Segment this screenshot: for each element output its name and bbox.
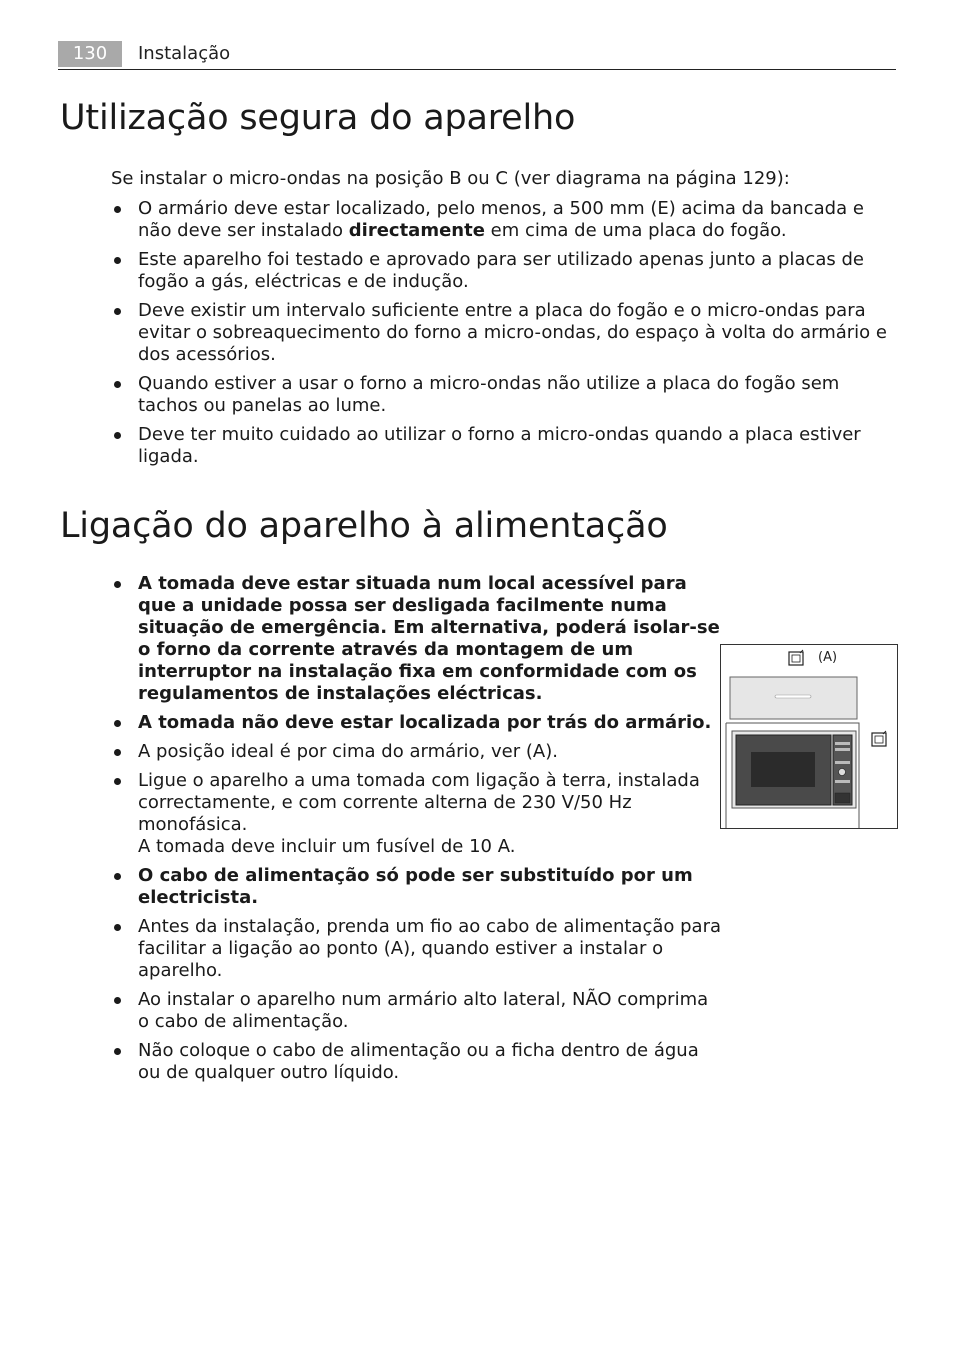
- list-item-text: em cima de uma placa do fogão.: [484, 220, 787, 241]
- section-title-power-connection: Ligação do aparelho à alimentação: [60, 506, 668, 546]
- list-item: Deve existir um intervalo suficiente entre a placa do fogão e o micro-ondas para evitar o sobreaquecimento do forno a micro-ondas, do espaço à volta do armário e dos acessórios.: [111, 300, 901, 366]
- power-list: [111, 573, 721, 1091]
- section-title-safe-use: Utilização segura do aparelho: [60, 98, 576, 138]
- cabinet-handle: [775, 695, 811, 698]
- list-item-text-second-line: A tomada deve incluir um fusível de 10 A.: [138, 836, 516, 857]
- list-item-text: Ligue o aparelho a uma tomada com ligação à terra, instalada correctamente, e com corrente alterna de 230 V/50 Hz monofásica.: [138, 770, 700, 835]
- control-knob: [839, 769, 846, 776]
- page-header: [58, 40, 896, 70]
- socket-icon: [789, 650, 803, 665]
- list-item: [111, 198, 901, 242]
- page-number: 130: [58, 41, 122, 67]
- list-item: A tomada deve estar situada num local acessível para que a unidade possa ser desligada facilmente numa situação de emergência. Em alternativa, poderá isolar-se o forno da corrente através da montagem de um interruptor na instalação fixa em conformidade com os regulamentos de instalações eléctricas.: [111, 573, 721, 705]
- list-item: Quando estiver a usar o forno a micro-ondas não utilize a placa do fogão sem tachos ou panelas ao lume.: [111, 373, 901, 417]
- microwave-window: [751, 752, 815, 787]
- socket-icon: [872, 731, 886, 746]
- point-a-label: (A): [818, 650, 838, 665]
- intro-text: Se instalar o micro-ondas na posição B ou C (ver diagrama na página 129):: [111, 168, 790, 189]
- list-item: A posição ideal é por cima do armário, ver (A).: [111, 741, 721, 763]
- safety-list: [111, 198, 901, 475]
- list-item: Deve ter muito cuidado ao utilizar o forno a micro-ondas quando a placa estiver ligada.: [111, 424, 901, 468]
- list-item: A tomada não deve estar localizada por trás do armário.: [111, 712, 721, 734]
- emphasis-text: directamente: [348, 220, 485, 241]
- cabinet-microwave-illustration: [721, 645, 897, 828]
- section-label: Instalação: [138, 43, 231, 64]
- list-item-text: O armário deve estar localizado, pelo menos, a 500 mm (E) acima da bancada e não deve ser instalado: [138, 198, 864, 241]
- list-item: O cabo de alimentação só pode ser substituído por um electricista.: [111, 865, 721, 909]
- installation-diagram: [720, 644, 898, 829]
- list-item: Não coloque o cabo de alimentação ou a ficha dentro de água ou de qualquer outro líquido.: [111, 1040, 721, 1084]
- list-item: Ao instalar o aparelho num armário alto lateral, NÃO comprima o cabo de alimentação.: [111, 989, 721, 1033]
- list-item: Este aparelho foi testado e aprovado para ser utilizado apenas junto a placas de fogão a gás, eléctricas e de indução.: [111, 249, 901, 293]
- list-item: Antes da instalação, prenda um fio ao cabo de alimentação para facilitar a ligação ao ponto (A), quando estiver a instalar o aparelho.: [111, 916, 721, 982]
- list-item: [111, 770, 721, 858]
